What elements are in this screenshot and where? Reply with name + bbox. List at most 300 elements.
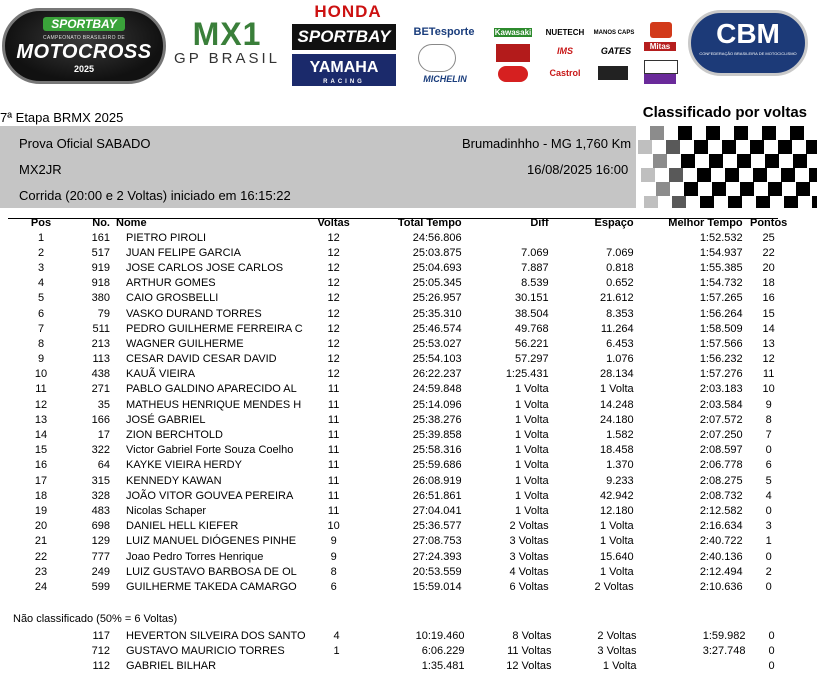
flag-square — [650, 126, 664, 140]
table-row — [0, 382, 795, 397]
col-diff: Diff — [530, 217, 549, 229]
flag-square — [712, 182, 726, 196]
cell-laps: 11 — [327, 413, 340, 426]
cell-no: 161 — [91, 231, 110, 244]
cell-laps: 9 — [330, 550, 337, 563]
cell-points: 7 — [765, 429, 772, 442]
checkered-flag-icon — [636, 126, 817, 208]
flag-square — [725, 168, 739, 182]
cell-name: JUAN FELIPE GARCIA — [126, 246, 241, 259]
cell-points: 14 — [762, 322, 775, 335]
cell-total-time: 1:35.481 — [421, 659, 465, 672]
cell-space: 1 Volta — [600, 383, 634, 396]
col-space: Espaço — [594, 217, 634, 229]
cell-best-time: 1:55.385 — [699, 261, 743, 274]
cell-total-time: 15:59.014 — [412, 580, 462, 593]
flag-square — [806, 140, 817, 154]
header-underline — [8, 218, 778, 219]
sportbay-logo-line2: CAMPEONATO BRASILEIRO DE — [42, 35, 126, 41]
cell-pos: 7 — [37, 322, 45, 335]
cell-laps: 11 — [327, 429, 340, 442]
table-row — [0, 291, 795, 306]
table-row — [0, 549, 795, 564]
cell-total-time: 26:22.237 — [412, 368, 462, 381]
cell-name: GUSTAVO MAURICIO TORRES — [126, 644, 285, 657]
flag-square — [684, 182, 698, 196]
cell-best-time: 1:52.532 — [699, 231, 743, 244]
cell-pos — [0, 643, 82, 658]
cell-name: Victor Gabriel Forte Souza Coelho — [126, 444, 294, 457]
cell-points: 22 — [762, 246, 775, 259]
brand-purple-icon — [644, 74, 676, 84]
table-row — [0, 579, 795, 594]
cell-laps: 10 — [327, 520, 340, 533]
brand-red-icon — [650, 22, 672, 38]
cell-no: 213 — [91, 337, 110, 350]
cell-no: 112 — [92, 659, 110, 672]
cell-laps: 12 — [327, 353, 340, 366]
cell-laps: 11 — [327, 444, 340, 457]
cell-diff: 38.504 — [514, 307, 549, 320]
cell-space: 0.818 — [606, 261, 634, 274]
cell-diff: 56.221 — [514, 337, 549, 350]
cell-pos: 15 — [34, 444, 48, 457]
cell-points: 10 — [762, 383, 775, 396]
cell-points: 3 — [765, 520, 772, 533]
cell-name: JOSÉ GABRIEL — [126, 413, 206, 426]
cell-space: 1 Volta — [602, 659, 637, 672]
cell-points: 0 — [765, 580, 772, 593]
cell-total-time: 25:04.693 — [412, 261, 462, 274]
cbm-logo-name: CBM — [716, 18, 780, 49]
cell-no: 249 — [91, 565, 110, 578]
cell-diff: 8.539 — [521, 277, 549, 290]
cell-space: 2 Voltas — [594, 580, 634, 593]
cell-laps: 12 — [327, 261, 340, 274]
cell-pos: 1 — [37, 231, 45, 244]
race-name: Prova Oficial SABADO — [19, 136, 151, 151]
cell-name: Nicolas Schaper — [126, 504, 207, 517]
cell-space: 1.582 — [606, 429, 634, 442]
cell-no: 117 — [92, 629, 110, 642]
cell-best-time: 2:12.582 — [699, 504, 743, 517]
cell-laps: 9 — [330, 535, 337, 548]
cell-name: GABRIEL BILHAR — [126, 659, 217, 672]
table-row — [0, 643, 798, 658]
flag-square — [656, 182, 670, 196]
table-row — [0, 473, 795, 488]
table-row — [0, 564, 795, 579]
cell-pos: 14 — [34, 429, 48, 442]
cell-laps: 12 — [327, 292, 340, 305]
cell-name: JOSE CARLOS JOSE CARLOS — [126, 261, 284, 274]
flag-square — [734, 126, 748, 140]
flag-square — [709, 154, 723, 168]
cell-diff: 1 Volta — [515, 398, 549, 411]
cell-best-time: 1:54.732 — [699, 277, 743, 290]
cell-no: 599 — [91, 580, 110, 593]
cell-points: 2 — [765, 565, 772, 578]
manos-caps-logo: MANOS CAPS — [593, 30, 635, 36]
cell-name: DANIEL HELL KIEFER — [126, 520, 239, 533]
cell-diff: 1 Volta — [515, 504, 549, 517]
table-row — [0, 367, 795, 382]
cell-diff: 7.069 — [521, 246, 549, 259]
flag-square — [737, 154, 751, 168]
mitas-logo: Mitas — [644, 42, 676, 51]
cell-no: 777 — [91, 550, 110, 563]
cell-space: 1 Volta — [600, 520, 634, 533]
flag-square — [778, 140, 792, 154]
flag-square — [809, 168, 817, 182]
col-best-time: Melhor Tempo — [668, 217, 743, 229]
cell-best-time: 2:08.732 — [699, 489, 743, 502]
table-row — [0, 276, 795, 291]
cell-space: 8.353 — [606, 307, 634, 320]
cell-laps: 11 — [327, 398, 340, 411]
cbm-logo — [688, 10, 808, 76]
flag-square — [781, 168, 795, 182]
cell-name: CAIO GROSBELLI — [126, 292, 219, 305]
cell-space: 11.264 — [600, 322, 634, 335]
table-row — [0, 519, 795, 534]
cell-diff: 11 Voltas — [507, 644, 552, 657]
cell-space: 6.453 — [606, 337, 634, 350]
cell-pos: 21 — [34, 535, 48, 548]
cell-space: 12.180 — [599, 504, 634, 517]
cell-points: 0 — [768, 659, 775, 672]
results-body — [0, 230, 795, 595]
cell-pos: 11 — [35, 383, 47, 396]
not-classified-table — [0, 628, 798, 674]
cell-total-time: 25:36.577 — [412, 520, 462, 533]
flag-square — [753, 168, 767, 182]
cell-points: 8 — [765, 413, 772, 426]
yamaha-logo-name: YAMAHA — [309, 59, 379, 76]
table-row — [0, 443, 795, 458]
cell-points: 25 — [762, 231, 775, 244]
cell-no: 64 — [97, 459, 110, 472]
cell-laps: 1 — [333, 644, 340, 657]
mx1-logo-big: MX1 — [192, 16, 262, 52]
flag-square — [750, 140, 764, 154]
brand-badge-icon — [496, 44, 530, 62]
cell-total-time: 27:08.753 — [412, 535, 462, 548]
cell-total-time: 25:26.957 — [412, 292, 462, 305]
cell-name: JOÃO VITOR GOUVEA PEREIRA — [126, 489, 294, 502]
cell-space: 28.134 — [599, 368, 634, 381]
cell-no: 698 — [91, 520, 110, 533]
cell-space: 1.370 — [606, 459, 634, 472]
cell-points: 5 — [765, 474, 772, 487]
cell-total-time: 25:39.858 — [412, 429, 462, 442]
cell-pos: 20 — [34, 520, 48, 533]
cell-space: 1 Volta — [600, 565, 634, 578]
cell-name: KAYKE VIEIRA HERDY — [126, 459, 242, 472]
flag-square — [666, 140, 680, 154]
cell-points: 1 — [765, 535, 772, 548]
cell-diff: 4 Voltas — [509, 565, 549, 578]
cell-points: 16 — [762, 292, 775, 305]
cell-diff: 3 Voltas — [509, 535, 549, 548]
cell-points: 0 — [765, 444, 772, 457]
cell-laps: 12 — [327, 231, 340, 244]
cell-best-time: 2:07.572 — [699, 413, 743, 426]
cell-best-time: 2:08.597 — [699, 444, 743, 457]
table-row — [0, 534, 795, 549]
cell-points: 20 — [762, 261, 775, 274]
cell-points: 9 — [765, 398, 772, 411]
sportbay-logo-line1: SPORTBAY — [43, 17, 125, 31]
michelin-logo: MICHELIN — [423, 74, 467, 84]
cell-no: 113 — [92, 353, 110, 366]
cell-best-time: 2:10.636 — [699, 580, 743, 593]
cell-laps: 6 — [330, 580, 337, 593]
honda-logo: HONDA — [314, 2, 382, 21]
race-category: MX2JR — [19, 162, 62, 177]
cell-no: 517 — [91, 246, 110, 259]
cell-pos — [0, 658, 82, 673]
table-row — [0, 427, 795, 442]
cell-space: 2 Voltas — [597, 629, 637, 642]
cell-pos: 23 — [34, 565, 48, 578]
cell-name: PIETRO PIROLI — [126, 231, 207, 244]
race-date: 16/08/2025 16:00 — [527, 162, 629, 177]
cell-no: 483 — [91, 504, 110, 517]
cell-diff: 30.151 — [514, 292, 549, 305]
cell-pos: 6 — [37, 307, 45, 320]
cell-space: 14.248 — [599, 398, 634, 411]
cell-pos: 19 — [34, 504, 48, 517]
cell-laps: 11 — [327, 459, 340, 472]
cell-best-time: 2:16.634 — [699, 520, 743, 533]
cell-name: MATHEUS HENRIQUE MENDES H — [126, 398, 302, 411]
cell-diff: 8 Voltas — [512, 629, 552, 642]
cell-diff: 1 Volta — [515, 459, 549, 472]
brand-dark-icon — [598, 66, 628, 80]
table-row — [0, 306, 795, 321]
cell-points: 11 — [762, 368, 775, 381]
cell-points: 12 — [762, 353, 775, 366]
flag-square — [722, 140, 736, 154]
flag-square — [784, 196, 798, 208]
cell-laps: 8 — [330, 565, 337, 578]
table-row — [0, 352, 795, 367]
flag-square — [672, 196, 686, 208]
cell-diff: 1 Volta — [515, 413, 549, 426]
cell-no: 271 — [91, 383, 110, 396]
cell-points: 0 — [765, 504, 772, 517]
flag-square — [790, 126, 804, 140]
table-row — [0, 628, 798, 643]
cell-total-time: 25:35.310 — [412, 307, 462, 320]
cell-no: 79 — [97, 307, 110, 320]
mx1-gp-brasil-logo — [172, 18, 282, 70]
cell-laps: 12 — [327, 368, 340, 381]
cell-no: 35 — [97, 398, 110, 411]
cell-best-time: 1:56.264 — [699, 307, 743, 320]
cell-name: KAUÃ VIEIRA — [126, 368, 196, 381]
cbm-logo-sub: CONFEDERAÇÃO BRASILEIRA DE MOTOCICLISMO — [699, 51, 797, 56]
flag-square — [706, 126, 720, 140]
cell-space: 1 Volta — [600, 535, 634, 548]
cell-space: 18.458 — [599, 444, 634, 457]
cell-pos — [0, 628, 82, 643]
cell-points: 13 — [762, 337, 775, 350]
cell-total-time: 25:54.103 — [412, 353, 462, 366]
sportbay-logo: SPORTBAY — [292, 24, 396, 50]
classification-title: Classificado por voltas — [642, 104, 807, 121]
mx1-logo-small: GP BRASIL — [174, 50, 280, 67]
event-title: 7ª Etapa BRMX 2025 — [0, 110, 124, 125]
cell-best-time: 1:54.937 — [699, 246, 743, 259]
flag-square — [728, 196, 742, 208]
cell-space: 7.069 — [606, 246, 634, 259]
cell-diff: 1 Volta — [515, 474, 549, 487]
cell-no: 438 — [91, 368, 110, 381]
cell-space: 3 Voltas — [597, 644, 637, 657]
flag-square — [669, 168, 683, 182]
not-classified-body — [0, 628, 798, 674]
sportbay-motocross-logo — [2, 8, 166, 84]
cell-total-time: 25:53.027 — [412, 337, 462, 350]
cell-no: 712 — [91, 644, 110, 657]
cell-diff: 6 Voltas — [509, 580, 549, 593]
cell-total-time: 26:51.861 — [412, 489, 462, 502]
cell-total-time: 25:59.686 — [412, 459, 462, 472]
cell-diff: 1 Volta — [515, 429, 549, 442]
cell-name: ZION BERCHTOLD — [126, 429, 223, 442]
cell-space — [549, 230, 634, 245]
cell-best-time: 1:59.982 — [702, 629, 746, 642]
cell-laps: 11 — [327, 474, 340, 487]
table-row — [0, 658, 798, 673]
flag-square — [796, 182, 810, 196]
cell-space: 42.942 — [599, 489, 634, 502]
cell-no: 322 — [91, 444, 110, 457]
cell-laps: 11 — [327, 504, 340, 517]
table-row — [0, 412, 795, 427]
cell-diff: 49.768 — [514, 322, 549, 335]
cell-space: 0.652 — [606, 277, 634, 290]
cell-name: CESAR DAVID CESAR DAVID — [126, 353, 277, 366]
col-name: Nome — [116, 217, 147, 229]
cell-name: ARTHUR GOMES — [126, 277, 216, 290]
cell-pos: 4 — [37, 277, 45, 290]
cell-total-time: 25:58.316 — [412, 444, 462, 457]
cell-no: 918 — [91, 277, 110, 290]
cell-best-time: 2:03.183 — [699, 383, 743, 396]
cell-laps: 12 — [327, 337, 340, 350]
col-points: Pontos — [750, 217, 788, 229]
col-no: No. — [92, 217, 110, 229]
cell-best-time: 1:57.276 — [699, 368, 743, 381]
cell-name: WAGNER GUILHERME — [126, 337, 244, 350]
cell-best-time: 1:58.509 — [699, 322, 743, 335]
flag-square — [700, 196, 714, 208]
cell-name: LUIZ GUSTAVO BARBOSA DE OL — [126, 565, 297, 578]
sportbay-logo-line4: 2025 — [73, 64, 95, 74]
cell-diff: 12 Voltas — [506, 659, 552, 672]
cell-name: GUILHERME TAKEDA CAMARGO — [126, 580, 297, 593]
flag-square — [653, 154, 667, 168]
flag-square — [641, 168, 655, 182]
cell-pos: 10 — [34, 368, 48, 381]
race-location: Brumadinhho - MG 1,760 Km — [462, 136, 632, 151]
cell-total-time: 24:59.848 — [412, 383, 462, 396]
cell-points: 6 — [765, 459, 772, 472]
table-row — [0, 321, 795, 336]
cell-pos: 16 — [34, 459, 48, 472]
betesporte-logo: BETesporte — [413, 26, 475, 38]
cell-best-time: 2:03.584 — [699, 398, 743, 411]
cell-no: 315 — [91, 474, 110, 487]
table-row — [0, 458, 795, 473]
table-row — [0, 230, 795, 245]
cell-laps: 12 — [327, 307, 340, 320]
cell-total-time: 25:14.096 — [412, 398, 462, 411]
cell-best-time: 2:07.250 — [699, 429, 743, 442]
cell-space: 24.180 — [599, 413, 634, 426]
cell-best-time: 2:08.275 — [699, 474, 743, 487]
gates-logo: GATES — [600, 46, 632, 56]
cell-best-time: 1:57.566 — [699, 337, 743, 350]
cell-pos: 8 — [37, 337, 45, 350]
cell-laps: 12 — [327, 277, 340, 290]
cell-best-time: 2:40.136 — [699, 550, 743, 563]
cell-no: 129 — [91, 535, 110, 548]
cell-best-time: 2:06.778 — [699, 459, 743, 472]
table-row — [0, 245, 795, 260]
cell-pos: 22 — [34, 550, 48, 563]
cell-total-time: 27:24.393 — [412, 550, 462, 563]
cell-total-time: 24:56.806 — [412, 231, 462, 244]
cell-points: 4 — [765, 489, 772, 502]
cell-no: 17 — [97, 429, 110, 442]
cell-diff: 7.887 — [521, 261, 549, 274]
cell-points: 18 — [762, 277, 775, 290]
cell-name: PABLO GALDINO APARECIDO AL — [126, 383, 297, 396]
cell-best-time: 1:56.232 — [699, 353, 743, 366]
cell-total-time: 25:05.345 — [412, 277, 462, 290]
table-row — [0, 488, 795, 503]
cell-points: 0 — [765, 550, 772, 563]
flag-square — [793, 154, 807, 168]
cell-pos: 18 — [34, 489, 48, 502]
cell-diff: 1:25.431 — [505, 368, 549, 381]
cell-name: HEVERTON SILVEIRA DOS SANTO — [126, 629, 306, 642]
cell-points: 0 — [768, 644, 775, 657]
cell-total-time: 6:06.229 — [421, 644, 465, 657]
cell-diff: 1 Volta — [515, 444, 549, 457]
table-row — [0, 336, 795, 351]
cell-diff: 57.297 — [514, 353, 549, 366]
cell-best-time: 1:57.265 — [699, 292, 743, 305]
cell-pos: 2 — [37, 246, 45, 259]
cell-pos: 13 — [34, 413, 48, 426]
flag-square — [765, 154, 779, 168]
flag-square — [756, 196, 770, 208]
cell-no: 919 — [91, 261, 110, 274]
results-table — [0, 216, 795, 595]
cell-space: 21.612 — [599, 292, 634, 305]
cell-pos: 5 — [37, 292, 45, 305]
flag-square — [768, 182, 782, 196]
cell-no: 380 — [91, 292, 110, 305]
cell-diff: 3 Voltas — [509, 550, 549, 563]
cell-name: PEDRO GUILHERME FERREIRA C — [126, 322, 303, 335]
flag-square — [644, 196, 658, 208]
